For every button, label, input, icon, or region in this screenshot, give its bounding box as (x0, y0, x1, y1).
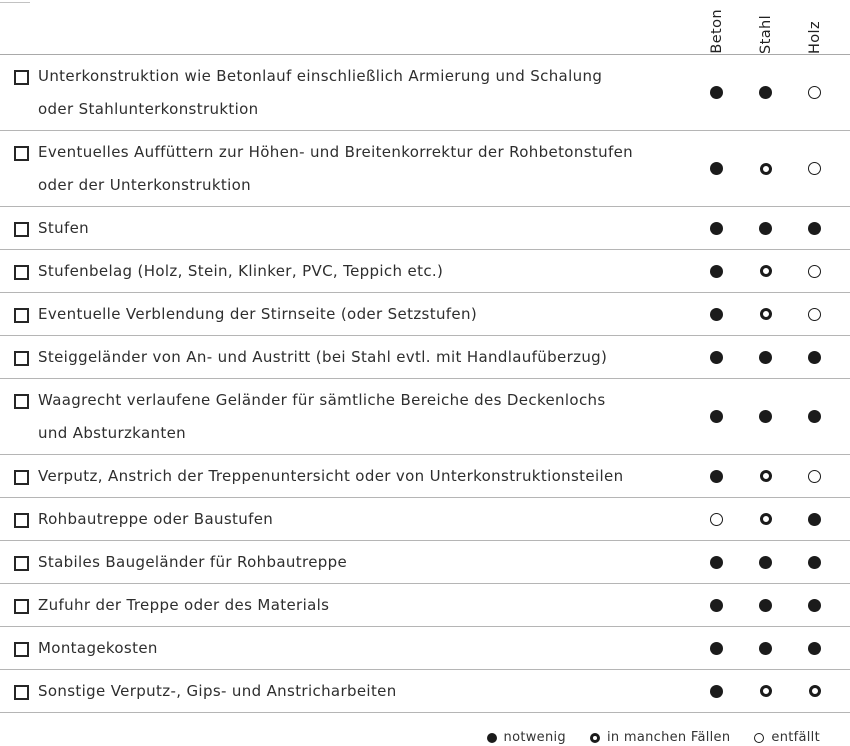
table-row (0, 584, 850, 627)
mark-holz (808, 265, 821, 278)
checkbox-icon[interactable] (14, 146, 29, 161)
mark-stahl (759, 599, 772, 612)
mark-stahl (759, 410, 772, 423)
table-row (0, 293, 850, 336)
table-row (0, 207, 850, 250)
legend-label: entfällt (771, 730, 820, 745)
row-label-line: Waagrecht verlaufene Geländer für sämtliche Bereiche des Deckenlochs (38, 390, 606, 409)
mark-holz (808, 351, 821, 364)
row-label-line: Zufuhr der Treppe oder des Materials (38, 595, 330, 614)
checkbox-icon[interactable] (14, 308, 29, 323)
mark-stahl (759, 86, 772, 99)
table-row (0, 627, 850, 670)
mark-beton (710, 222, 723, 235)
row-label (38, 589, 329, 622)
legend-label: in manchen Fällen (606, 730, 731, 745)
mark-holz (808, 642, 821, 655)
mark-beton (710, 556, 723, 569)
mark-holz (808, 556, 821, 569)
mark-beton (710, 410, 723, 423)
mark-beton (710, 470, 723, 483)
mark-stahl (759, 556, 772, 569)
mark-stahl (760, 265, 772, 277)
mark-stahl (760, 513, 772, 525)
mark-holz (808, 162, 821, 175)
row-label-line: Rohbautreppe oder Baustufen (38, 509, 274, 528)
mark-holz (808, 222, 821, 235)
mark-beton (710, 351, 723, 364)
legend-item (590, 730, 730, 745)
row-label-line: Stabiles Baugeländer für Rohbautreppe (38, 552, 348, 571)
table-row (0, 55, 850, 131)
mark-holz (808, 308, 821, 321)
mark-stahl (760, 163, 772, 175)
checkbox-icon[interactable] (14, 685, 29, 700)
mark-holz (808, 470, 821, 483)
checkbox-icon[interactable] (14, 513, 29, 528)
checkbox-icon[interactable] (14, 351, 29, 366)
mark-stahl (760, 470, 772, 482)
mark-beton (710, 599, 723, 612)
row-label-line: oder Stahlunterkonstruktion (38, 99, 259, 118)
row-label (38, 212, 89, 245)
mark-beton (710, 642, 723, 655)
legend-item (754, 730, 820, 745)
checkbox-icon[interactable] (14, 222, 29, 237)
row-label (38, 255, 443, 288)
checkbox-icon[interactable] (14, 394, 29, 409)
table-header (0, 0, 850, 55)
entfaellt-marker-icon (754, 733, 764, 743)
checkbox-icon[interactable] (14, 265, 29, 280)
row-label-line: Montagekosten (38, 638, 158, 657)
mark-holz (808, 86, 821, 99)
column-header-stahl: Stahl (757, 15, 774, 54)
mark-beton (710, 308, 723, 321)
checkbox-icon[interactable] (14, 70, 29, 85)
row-label-line: Sonstige Verputz-, Gips- und Anstricharbeiten (38, 681, 397, 700)
mark-stahl (760, 685, 772, 697)
table-row (0, 670, 850, 713)
legend-item (487, 730, 566, 745)
checkbox-icon[interactable] (14, 470, 29, 485)
row-label (38, 136, 633, 202)
row-label (38, 298, 477, 331)
checkbox-icon[interactable] (14, 642, 29, 657)
table-row (0, 455, 850, 498)
table-row (0, 498, 850, 541)
column-header-holz: Holz (806, 20, 823, 54)
mark-holz (808, 513, 821, 526)
table-row (0, 131, 850, 207)
checkbox-icon[interactable] (14, 599, 29, 614)
top-edge-artifact (0, 2, 30, 3)
mark-stahl (760, 308, 772, 320)
row-label-line: Steiggeländer von An- und Austritt (bei Stahl evtl. mit Handlaufüberzug) (38, 347, 608, 366)
row-label-line: Stufen (38, 218, 90, 237)
mark-stahl (759, 222, 772, 235)
mark-beton (710, 513, 723, 526)
checkbox-icon[interactable] (14, 556, 29, 571)
mark-stahl (759, 351, 772, 364)
table-row (0, 541, 850, 584)
mark-beton (710, 685, 723, 698)
row-label-line: Verputz, Anstrich der Treppenuntersicht oder von Unterkonstruktionsteilen (38, 466, 624, 485)
row-label-line: Eventuelle Verblendung der Stirnseite (oder Setzstufen) (38, 304, 478, 323)
mark-beton (710, 86, 723, 99)
row-label (38, 384, 606, 450)
mark-stahl (759, 642, 772, 655)
row-label-line: Stufenbelag (Holz, Stein, Klinker, PVC, Teppich etc.) (38, 261, 444, 280)
row-label (38, 341, 607, 374)
column-header-beton: Beton (708, 9, 725, 54)
table-row (0, 250, 850, 293)
legend (0, 713, 850, 745)
row-label (38, 460, 623, 493)
legend-label: notwenig (503, 730, 566, 745)
notwenig-marker-icon (487, 733, 497, 743)
row-label (38, 675, 397, 708)
mark-beton (710, 162, 723, 175)
row-label-line: Eventuelles Auffüttern zur Höhen- und Breitenkorrektur der Rohbetonstufen (38, 142, 634, 161)
table-row (0, 379, 850, 455)
row-label-line: oder der Unterkonstruktion (38, 175, 252, 194)
row-label (38, 60, 602, 126)
table-row (0, 336, 850, 379)
row-label-line: Unterkonstruktion wie Betonlauf einschließlich Armierung und Schalung (38, 66, 603, 85)
row-label (38, 632, 158, 665)
manchmal-marker-icon (590, 733, 600, 743)
row-label-line: und Absturzkanten (38, 423, 187, 442)
mark-holz (808, 599, 821, 612)
table-body (0, 55, 850, 713)
mark-holz (809, 685, 821, 697)
row-label (38, 546, 347, 579)
row-label (38, 503, 273, 536)
mark-beton (710, 265, 723, 278)
mark-holz (808, 410, 821, 423)
